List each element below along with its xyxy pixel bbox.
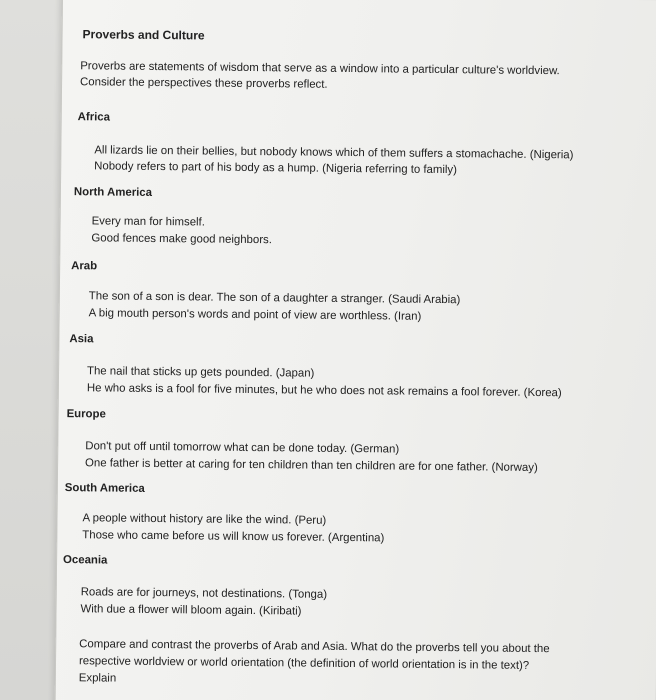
proverb-arab-1: The son of a son is dear. The son of a daughter a stranger. (Saudi Arabia) [88, 290, 461, 307]
question-line-1: Compare and contrast the proverbs of Arab and Asia. What do the proverbs tell you about the [79, 638, 550, 656]
proverb-europe-2: One father is better at caring for ten children than ten children are for one father. (Norway) [85, 457, 538, 475]
question-line-3: Explain [78, 672, 117, 685]
section-heading-asia: Asia [69, 333, 94, 346]
proverb-arab-2: A big mouth person's words and point of view are worthless. (Iran) [88, 307, 422, 323]
proverb-south-america-2: Those who came before us will know us forever. (Argentina) [82, 529, 385, 545]
intro-line-2: Consider the perspectives these proverbs reflect. [80, 76, 328, 91]
proverb-south-america-1: A people without history are like the wind. (Peru) [82, 512, 327, 527]
section-heading-south-america: South America [64, 482, 145, 495]
section-heading-europe: Europe [66, 408, 106, 421]
intro-line-1: Proverbs are statements of wisdom that serve as a window into a particular culture's worldview. [80, 60, 560, 78]
question-line-2: respective worldview or world orientation (the definition of world orientation is in the text)? [78, 655, 530, 672]
section-heading-arab: Arab [71, 260, 98, 273]
proverb-africa-1: All lizards lie on their bellies, but nobody knows which of them suffers a stomachache. (Nigeria) [94, 144, 574, 162]
proverb-europe-1: Don't put off until tomorrow what can be done today. (German) [85, 440, 400, 456]
proverb-oceania-2: With due a flower will bloom again. (Kiribati) [80, 603, 302, 618]
proverb-africa-2: Nobody refers to part of his body as a hump. (Nigeria referring to family) [94, 160, 458, 177]
proverb-north-america-2: Good fences make good neighbors. [91, 232, 272, 247]
section-heading-oceania: Oceania [63, 554, 108, 567]
proverb-asia-1: The nail that sticks up gets pounded. (Japan) [86, 365, 315, 380]
proverb-asia-2: He who asks is a fool for five minutes, but he who does not ask remains a fool forever. (Korea) [86, 382, 562, 400]
worksheet-page [54, 0, 656, 700]
section-heading-north-america: North America [73, 186, 153, 199]
proverb-north-america-1: Every man for himself. [91, 215, 205, 229]
page-title: Proverbs and Culture [82, 27, 205, 43]
proverb-oceania-1: Roads are for journeys, not destinations. (Tonga) [80, 586, 328, 601]
section-heading-africa: Africa [77, 111, 111, 124]
